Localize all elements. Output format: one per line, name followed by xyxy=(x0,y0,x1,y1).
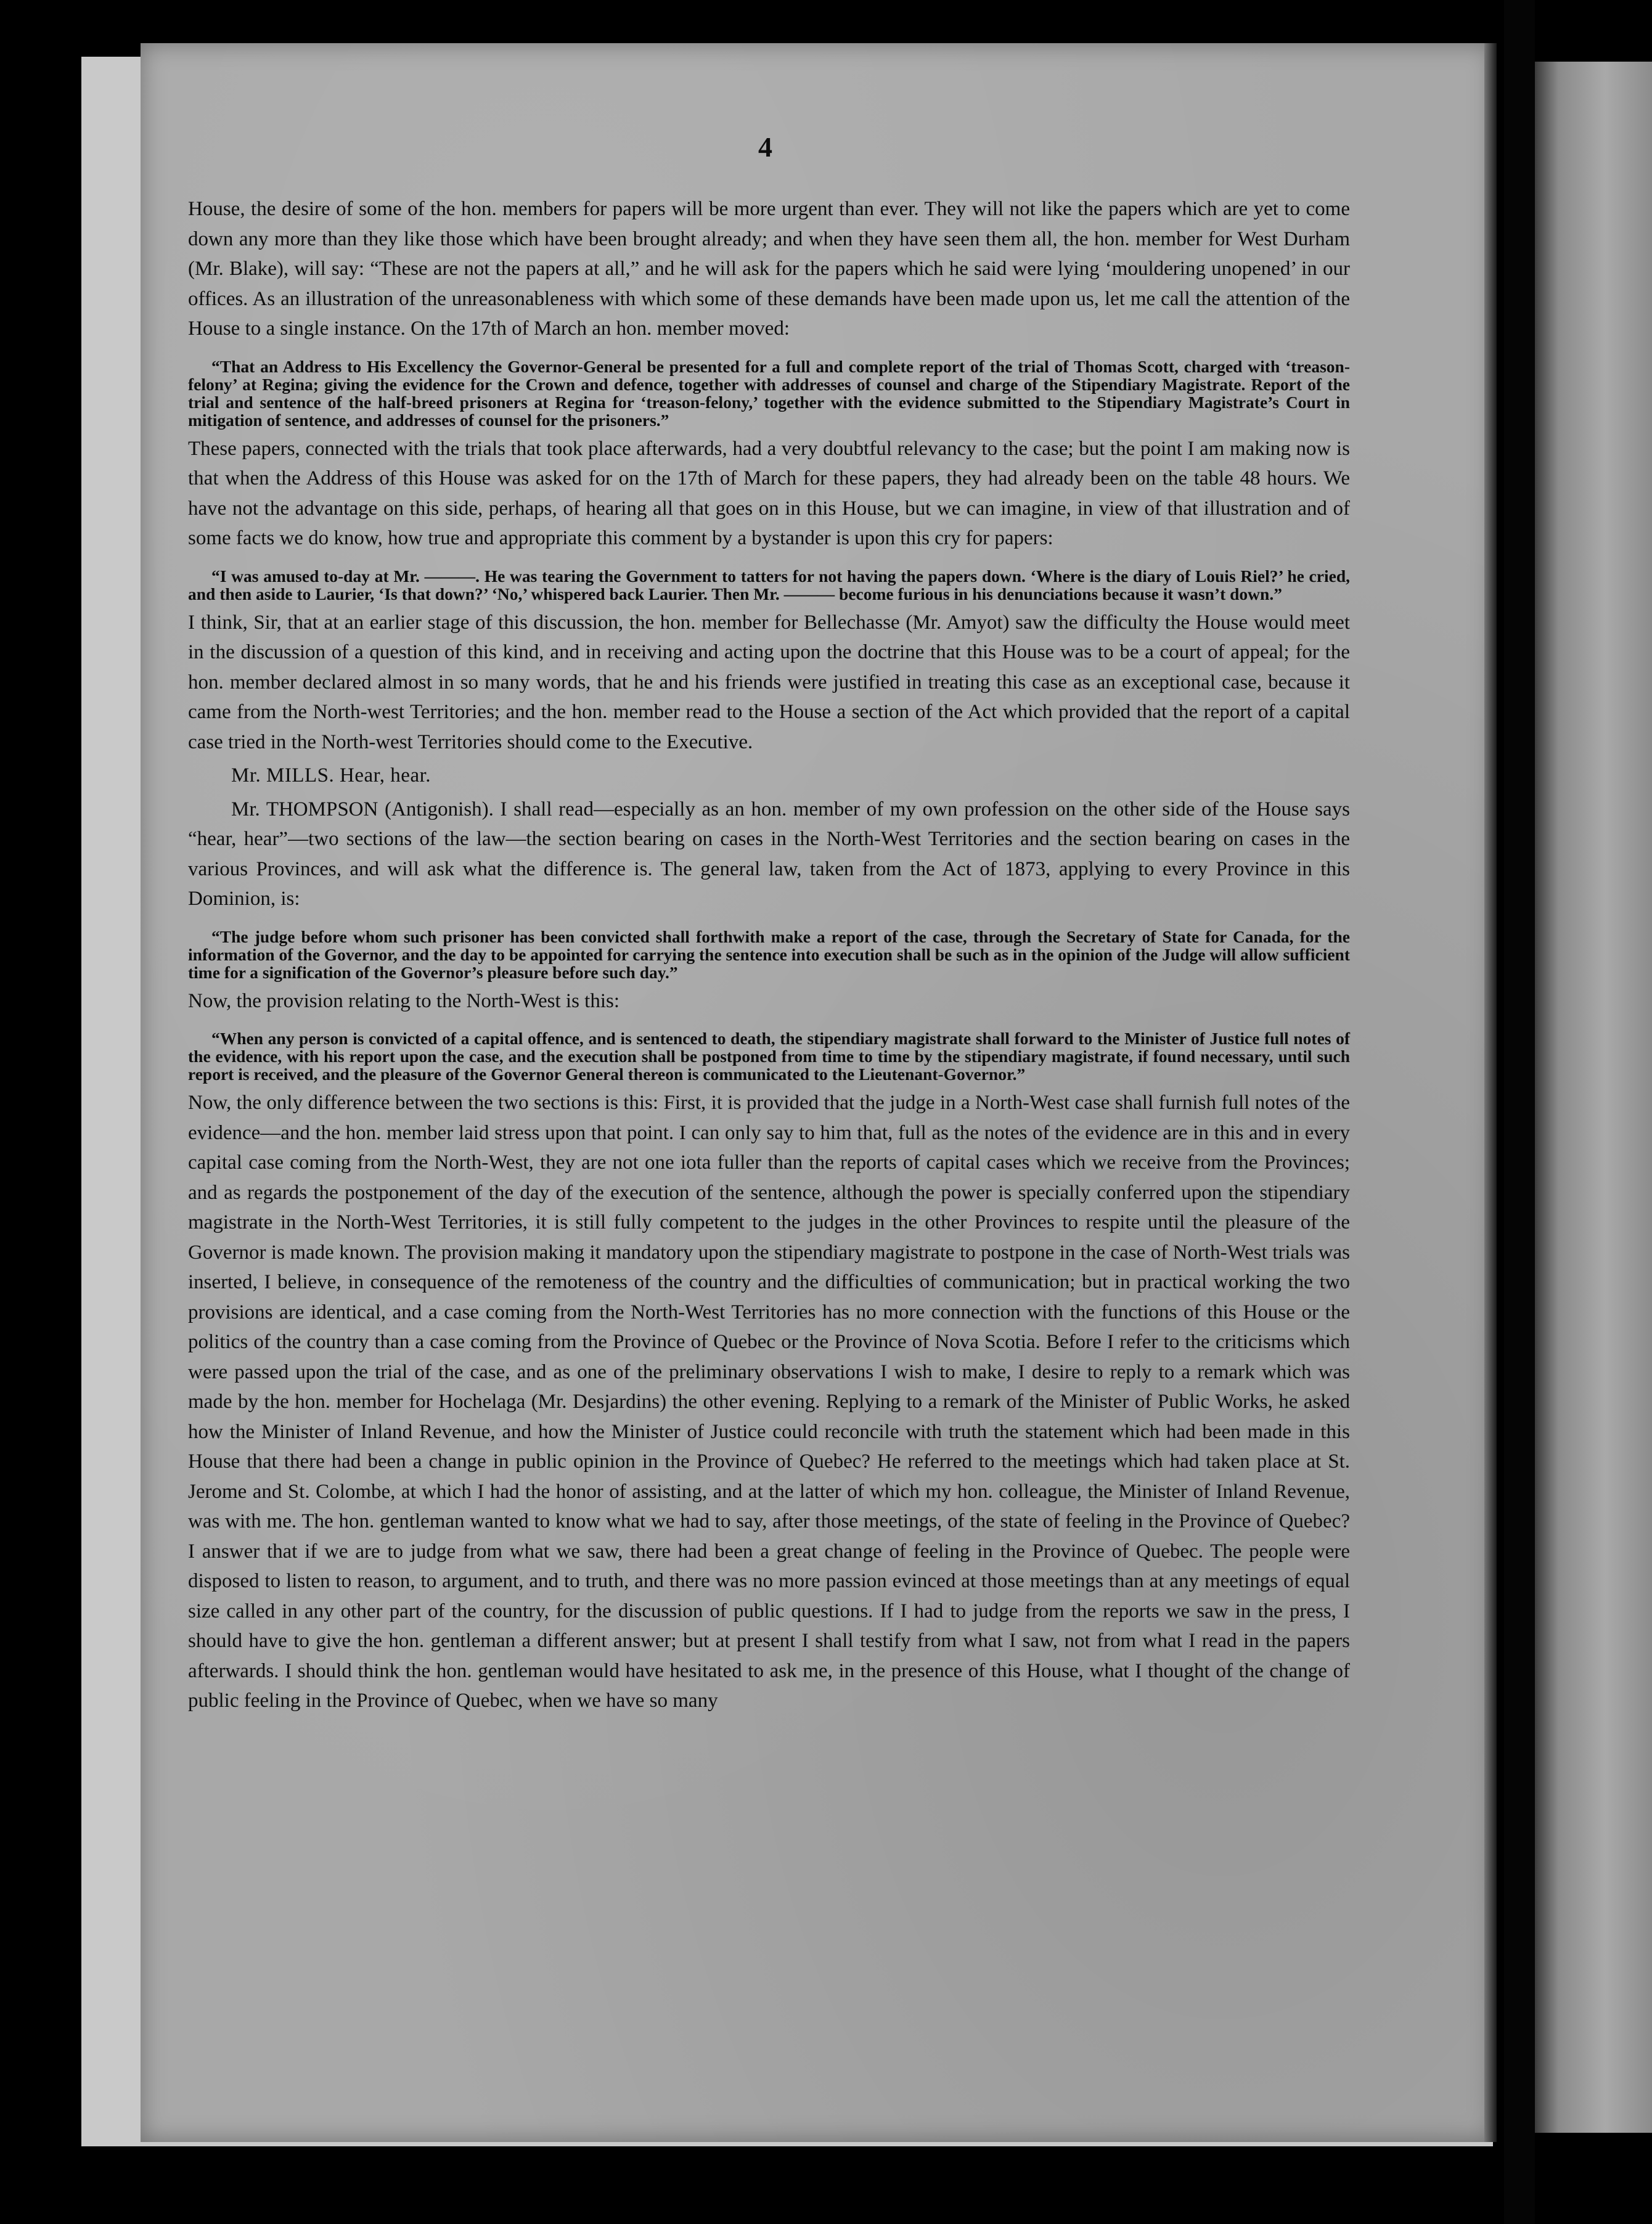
paragraph-doubtful-relevancy: These papers, connected with the trials that took place afterwards, had a very doubtful relevancy to the case; but the point I am making now is that when the Address of this House was asked for on the 17th of March for these papers, they had already been on the table 48 hours. We have not the advantage on this side, perhaps, of hearing all that goes on in this House, but we can imagine, in view of that illustration and of some facts we do know, how true and appropriate this comment by a bystander is upon this cry for papers: xyxy=(188,437,1350,549)
paragraph-only-difference: Now, the only difference between the two sections is this: First, it is provided that the judge in a North-West case shall furnish full notes of the evidence—and the hon. member laid stress upon that point. I can only say to him that, full as the notes of the evidence are in this and in every capital case coming from the North-West, they are not one iota fuller than the reports of capital cases which we receive from the Provinces; and as regards the postponement of the day of the execution of the sentence, although the power is specially conferred upon the stipendiary magistrate in the North-West Territories, it is still fully competent to the judges in the other Provinces to respite until the pleasure of the Governor is made known. The provision making it mandatory upon the stipendiary magistrate to postpone in the case of North-West trials was inserted, I believe, in consequence of the remoteness of the country and the difficulties of communication; but in practical working the two provisions are identical, and a case coming from the North-West Territories has no more connection with the functions of this House or the politics of the country than a case coming from the Province of Quebec or the Province of Nova Scotia. Before I refer to the criticisms which were passed upon the trial of the case, and as one of the preliminary observations I wish to make, I desire to reply to a remark which was made by the hon. member for Hochelaga (Mr. Desjardins) the other evening. Replying to a remark of the Minister of Public Works, he asked how the Minister of Inland Revenue, and how the Minister of Justice could reconcile with truth the statement which had been made in this House that there had been a change in public opinion in the Province of Quebec? He referred to the meetings which had taken place at St. Jerome and St. Colombe, at which I had the honor of assisting, and at the latter of which my hon. colleague, the Minister of Inland Revenue, was with me. The hon. gentleman wanted to know what we had to say, after those meetings, of the state of feeling in the Province of Quebec? I answer that if we are to judge from what we saw, there had been a great change of feeling in the Province of Quebec. The people were disposed to listen to reason, to argument, and to truth, and there was no more passion evinced at those meetings than at any meetings of equal size called in any other part of the country, for the discussion of public questions. If I had to judge from the reports we saw in the press, I should have to give the hon. gentleman a different answer; but at present I shall testify from what I saw, not from what I read in the papers afterwards. I should think the hon. gentleman would have hesitated to ask me, in the presence of this House, what I thought of the change of public feeling in the Province of Quebec, when we have so many xyxy=(188,1092,1350,1712)
quote-address-motion: “That an Address to His Excellency the Governor-General be presented for a full and complete report of the trial of Thomas Scott, charged with ‘treason-felony’ at Regina; giving the evidence for the Crown and defence, together with addresses of counsel and charge of the Stipendiary Magistrate. Report of the trial and sentence of the half-breed prisoners at Regina for ‘treason-felony,’ together with the evidence submitted to the Stipendiary Magistrate’s Court in mitigation of sentence, and addresses of counsel for the prisoners.” xyxy=(188,356,1350,430)
film-border-left xyxy=(0,0,86,2224)
page-edge-shadow xyxy=(1484,43,1497,2142)
speaker-mills: Mr. MILLS. Hear, hear. xyxy=(231,764,431,787)
quote-bystander: “I was amused to-day at Mr. ———. He was tearing the Government to tatters for not having the papers down. ‘Where is the diary of Louis Riel?’ he cried, and then aside to Laurier, ‘Is that down?’ ‘No,’ whispered back Laurier. Then Mr. ——— become furious in his denunciations because it wasn’t down.” xyxy=(188,566,1350,603)
paragraph-thompson: Mr. THOMPSON (Antigonish). I shall read—especially as an hon. member of my own profession on the other side of the House says “hear, hear”—two sections of the law—the section bearing on cases in the North-West Territories and the section bearing on cases in the various Provinces, and will ask what the difference is. The general law, taken from the Act of 1873, applying to every Province in this Dominion, is: xyxy=(188,798,1350,910)
page-body xyxy=(188,194,1350,1716)
paragraph-papers-urgent: House, the desire of some of the hon. members for papers will be more urgent than ever. They will not like the papers which are yet to come down any more than they like those which have been brought already; and when they have seen them all, the hon. member for West Durham (Mr. Blake), will say: “These are not the papers at all,” and he will ask for the papers which he said were lying ‘mouldering unopened’ in our offices. As an illustration of the unreasonableness with which some of these demands have been made upon us, let me call the attention of the House to a single instance. On the 17th of March an hon. member moved: xyxy=(188,198,1350,340)
film-border-right xyxy=(1504,0,1535,2224)
paragraph-bellechasse: I think, Sir, that at an earlier stage of this discussion, the hon. member for Bellechasse (Mr. Amyot) saw the difficulty the House would meet in the discussion of a question of this kind, and in receiving and acting upon the doctrine that this House was to be a court of appeal; for the hon. member declared almost in so many words, that he and his friends were justified in treating this case as an exceptional case, because it came from the North-west Territories; and the hon. member read to the House a section of the Act which provided that the report of a capital case tried in the North-west Territories should come to the Executive. xyxy=(188,611,1350,753)
adjacent-page-edge xyxy=(1535,62,1652,2133)
paragraph-northwest-provision: Now, the provision relating to the North-West is this: xyxy=(188,989,620,1012)
page-number: 4 xyxy=(758,131,772,163)
quote-general-law: “The judge before whom such prisoner has been convicted shall forthwith make a report of the case, through the Secretary of State for Canada, for the information of the Governor, and the day to be appointed for carrying the sentence into execution shall be such as in the opinion of the Judge will allow sufficient time for a signification of the Governor’s pleasure before such day.” xyxy=(188,926,1350,982)
quote-northwest-law: “When any person is convicted of a capital offence, and is sentenced to death, the stipendiary magistrate shall forward to the Minister of Justice full notes of the evidence, with his report upon the case, and the execution shall be postponed from time to time by the stipendiary magistrate, if found necessary, until such report is received, and the pleasure of the Governor General thereon is communicated to the Lieutenant-Governor.” xyxy=(188,1029,1350,1084)
